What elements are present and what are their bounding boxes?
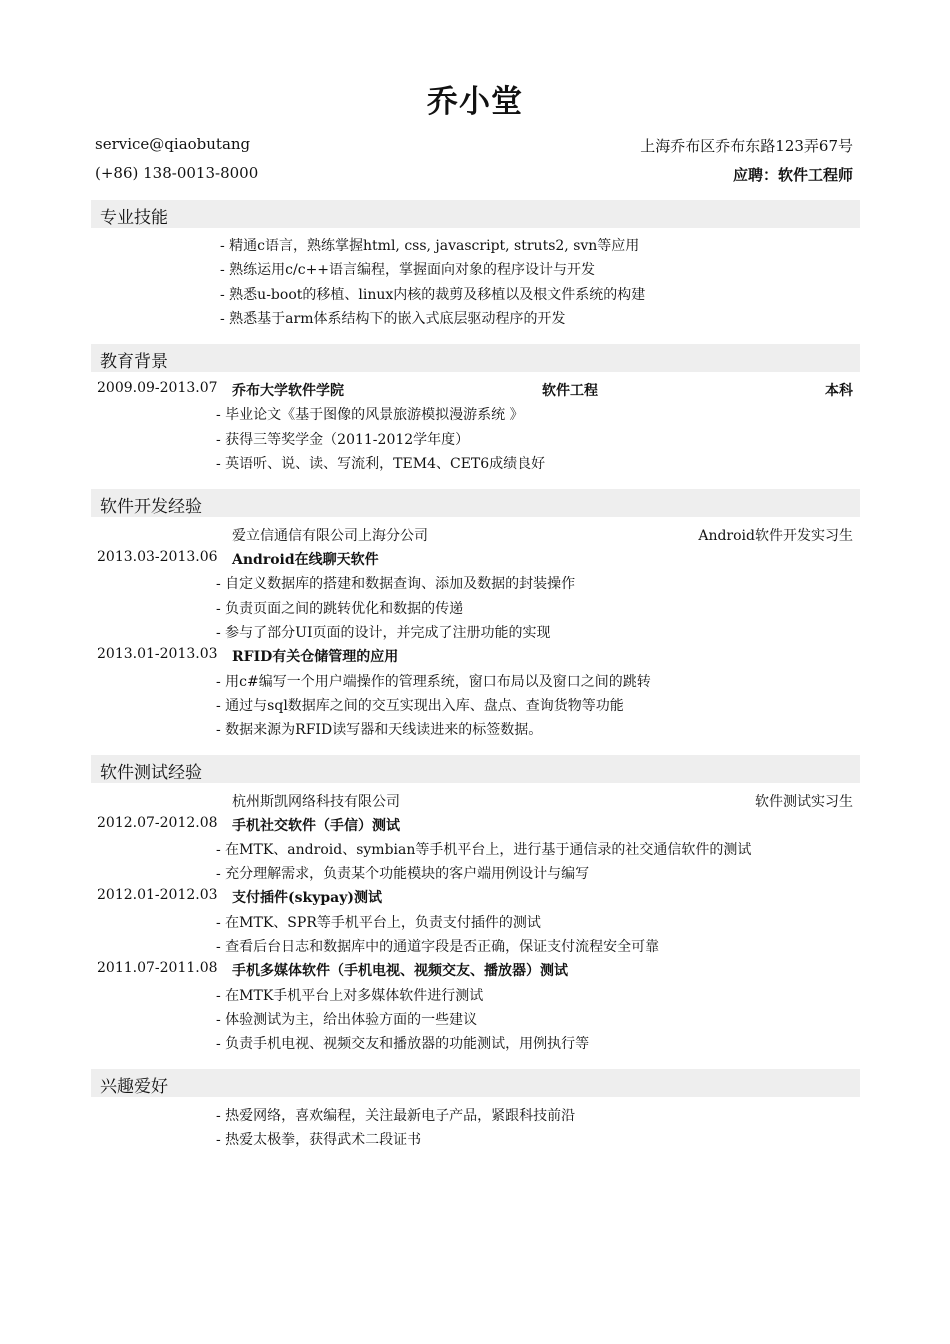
section-hobbies xyxy=(91,1069,860,1097)
list-item: - 负责页面之间的跳转优化和数据的传递 xyxy=(216,601,464,617)
section-skills xyxy=(91,200,860,228)
list-item: - 用c#编写一个用户端操作的管理系统，窗口布局以及窗口之间的跳转 xyxy=(216,674,651,690)
address: 上海乔布区乔布东路123弄67号 xyxy=(640,137,853,155)
edu-major: 软件工程 xyxy=(542,383,598,399)
section-title: 软件开发经验 xyxy=(100,497,202,517)
list-item: - 在MTK手机平台上对多媒体软件进行测试 xyxy=(216,988,484,1004)
project-name: RFID有关仓储管理的应用 xyxy=(232,649,399,665)
test-role: 软件测试实习生 xyxy=(755,794,853,810)
apply-position: 应聘：软件工程师 xyxy=(732,166,853,184)
project-name: Android在线聊天软件 xyxy=(232,552,379,568)
list-item: - 数据来源为RFID读写器和天线读进来的标签数据。 xyxy=(216,722,543,738)
list-item: - 查看后台日志和数据库中的通道字段是否正确，保证支付流程安全可靠 xyxy=(216,939,660,955)
section-title: 教育背景 xyxy=(100,352,168,372)
edu-date: 2009.09-2013.07 xyxy=(97,380,218,396)
project-date: 2013.01-2013.03 xyxy=(97,646,218,662)
list-item: - 英语听、说、读、写流利，TEM4、CET6成绩良好 xyxy=(216,456,546,472)
list-item: - 精通c语言，熟练掌握html, css, javascript, struts2, svn等应用 xyxy=(220,238,640,254)
list-item: - 充分理解需求，负责某个功能模块的客户端用例设计与编写 xyxy=(216,866,590,882)
email: service@qiaobutang xyxy=(95,135,251,153)
list-item: - 熟悉基于arm体系结构下的嵌入式底层驱动程序的开发 xyxy=(220,311,566,327)
list-item: - 热爱网络，喜欢编程，关注最新电子产品，紧跟科技前沿 xyxy=(216,1108,576,1124)
list-item: - 在MTK、SPR等手机平台上，负责支付插件的测试 xyxy=(216,915,541,931)
project-date: 2012.01-2012.03 xyxy=(97,887,218,903)
list-item: - 负责手机电视、视频交友和播放器的功能测试，用例执行等 xyxy=(216,1036,590,1052)
section-title: 软件测试经验 xyxy=(100,763,202,783)
dev-role: Android软件开发实习生 xyxy=(698,528,853,544)
list-item: - 通过与sql数据库之间的交互实现出入库、盘点、查询货物等功能 xyxy=(216,698,624,714)
edu-degree: 本科 xyxy=(825,383,853,399)
list-item: - 体验测试为主，给出体验方面的一些建议 xyxy=(216,1012,478,1028)
project-name: 支付插件(skypay)测试 xyxy=(232,890,382,906)
list-item: - 热爱太极拳，获得武术二段证书 xyxy=(216,1132,422,1148)
project-name: 手机社交软件（手信）测试 xyxy=(232,818,400,834)
section-title: 兴趣爱好 xyxy=(100,1077,168,1097)
list-item: - 获得三等奖学金（2011-2012学年度） xyxy=(216,432,470,448)
project-date: 2011.07-2011.08 xyxy=(97,960,218,976)
project-date: 2012.07-2012.08 xyxy=(97,815,218,831)
section-title: 专业技能 xyxy=(100,208,168,228)
list-item: - 自定义数据库的搭建和数据查询、添加及数据的封装操作 xyxy=(216,576,576,592)
section-education xyxy=(91,344,860,372)
candidate-name: 乔小堂 xyxy=(427,84,523,120)
project-name: 手机多媒体软件（手机电视、视频交友、播放器）测试 xyxy=(232,963,568,979)
list-item: - 熟悉u-boot的移植、linux内核的裁剪及移植以及根文件系统的构建 xyxy=(220,287,646,303)
phone: (+86) 138-0013-8000 xyxy=(95,164,259,182)
section-test xyxy=(91,755,860,783)
edu-school: 乔布大学软件学院 xyxy=(232,383,344,399)
list-item: - 熟练运用c/c++语言编程，掌握面向对象的程序设计与开发 xyxy=(220,262,596,278)
dev-company: 爱立信通信有限公司上海分公司 xyxy=(232,528,428,544)
test-company: 杭州斯凯网络科技有限公司 xyxy=(232,794,400,810)
list-item: - 在MTK、android、symbian等手机平台上，进行基于通信录的社交通信软件的测试 xyxy=(216,842,752,858)
section-dev xyxy=(91,489,860,517)
list-item: - 毕业论文《基于图像的风景旅游模拟漫游系统 》 xyxy=(216,407,524,423)
project-date: 2013.03-2013.06 xyxy=(97,549,218,565)
list-item: - 参与了部分UI页面的设计，并完成了注册功能的实现 xyxy=(216,625,551,641)
